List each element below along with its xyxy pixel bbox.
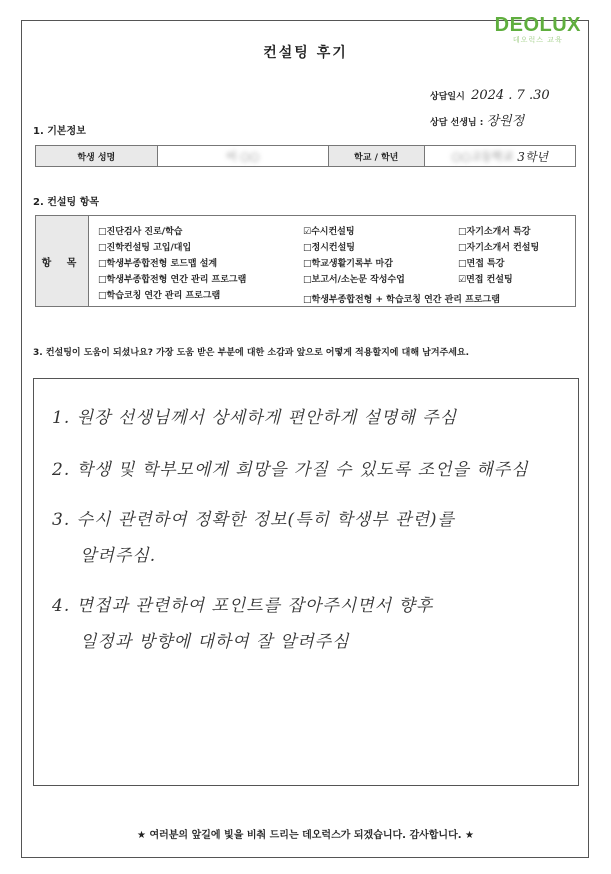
feedback-line-4: 4. 면접과 관련하여 포인트를 잡아주시면서 향후 [52,596,434,616]
feedback-question: 3. 컨설팅이 도움이 되셨나요? 가장 도움 받은 부분에 대한 소감과 앞으로 어떻게 적용할지에 대해 남겨주세요. [33,348,470,358]
student-name-cell [158,146,329,166]
page-title: 컨설팅 후기 [263,45,348,61]
feedback-line-1: 1. 원장 선생님께서 상세하게 편안하게 설명해 주심 [52,408,458,428]
consulting-items-table [35,215,576,307]
item-annual-program[interactable]: □학생부종합전형 연간 관리 프로그램 [98,275,247,285]
date-value: 2024 . 7 .30 [471,88,550,103]
school-label: 학교 / 학년 [329,146,425,166]
feedback-line-3-cont: 알려주심. [80,546,157,566]
feedback-line-2: 2. 학생 및 학부모에게 희망을 가질 수 있도록 조언을 해주심 [52,460,529,480]
item-study-coaching[interactable]: □학습코칭 연간 관리 프로그램 [98,291,221,301]
brand-logo [495,14,581,45]
consultant-value: 장원정 [486,114,525,129]
logo-text: DEOLUX [494,14,581,36]
item-essay-lecture[interactable]: □자기소개서 특강 [458,227,531,237]
logo-tagline: 데오럭스 교육 [512,36,563,44]
feedback-answer-box[interactable] [33,378,579,786]
item-report-class[interactable]: □보고서/소논문 작성수업 [303,275,405,285]
item-diagnostic-test[interactable]: □진단검사 진로/학습 [98,227,183,237]
item-interview-lecture[interactable]: □면접 특강 [458,259,505,269]
student-name-value: 이 ○○ [226,150,260,163]
item-school-record[interactable]: □학교생활기록부 마감 [303,259,393,269]
date-row [430,88,550,103]
feedback-line-3: 3. 수시 관련하여 정확한 정보(특히 학생부 관련)를 [52,510,455,530]
item-regular-admission[interactable]: □정시컨설팅 [303,243,355,253]
section-items-heading: 2. 컨설팅 항목 [33,197,100,208]
item-combined-program[interactable]: □학생부종합전형 + 학습코칭 연간 관리 프로그램 [303,295,500,305]
feedback-line-4-cont: 일정과 방향에 대하여 잘 알려주심 [80,632,350,652]
item-essay-consulting[interactable]: □자기소개서 컨설팅 [458,243,540,253]
date-label: 상담일시 [430,92,465,102]
item-admission-consulting[interactable]: □진학컨설팅 고입/대입 [98,243,192,253]
footer-message: ★ 여러분의 앞길에 빛을 비춰 드리는 데오럭스가 되겠습니다. 감사합니다. ★ [137,830,474,841]
item-early-admission[interactable]: ☑수시컨설팅 [303,227,355,237]
grade-value: 3학년 [517,149,549,164]
consultant-row [430,110,524,129]
items-label: 항 목 [36,216,89,306]
basic-info-table [35,145,576,167]
school-cell [425,146,575,166]
item-interview-consulting[interactable]: ☑면접 컨설팅 [458,275,513,285]
student-name-label: 학생 성명 [36,146,158,166]
consultant-label: 상담 선생님 : [430,118,484,128]
section-basic-info-heading: 1. 기본정보 [33,126,86,137]
school-value: ○○고등학교 [451,150,514,163]
item-roadmap[interactable]: □학생부종합전형 로드맵 설계 [98,259,218,269]
